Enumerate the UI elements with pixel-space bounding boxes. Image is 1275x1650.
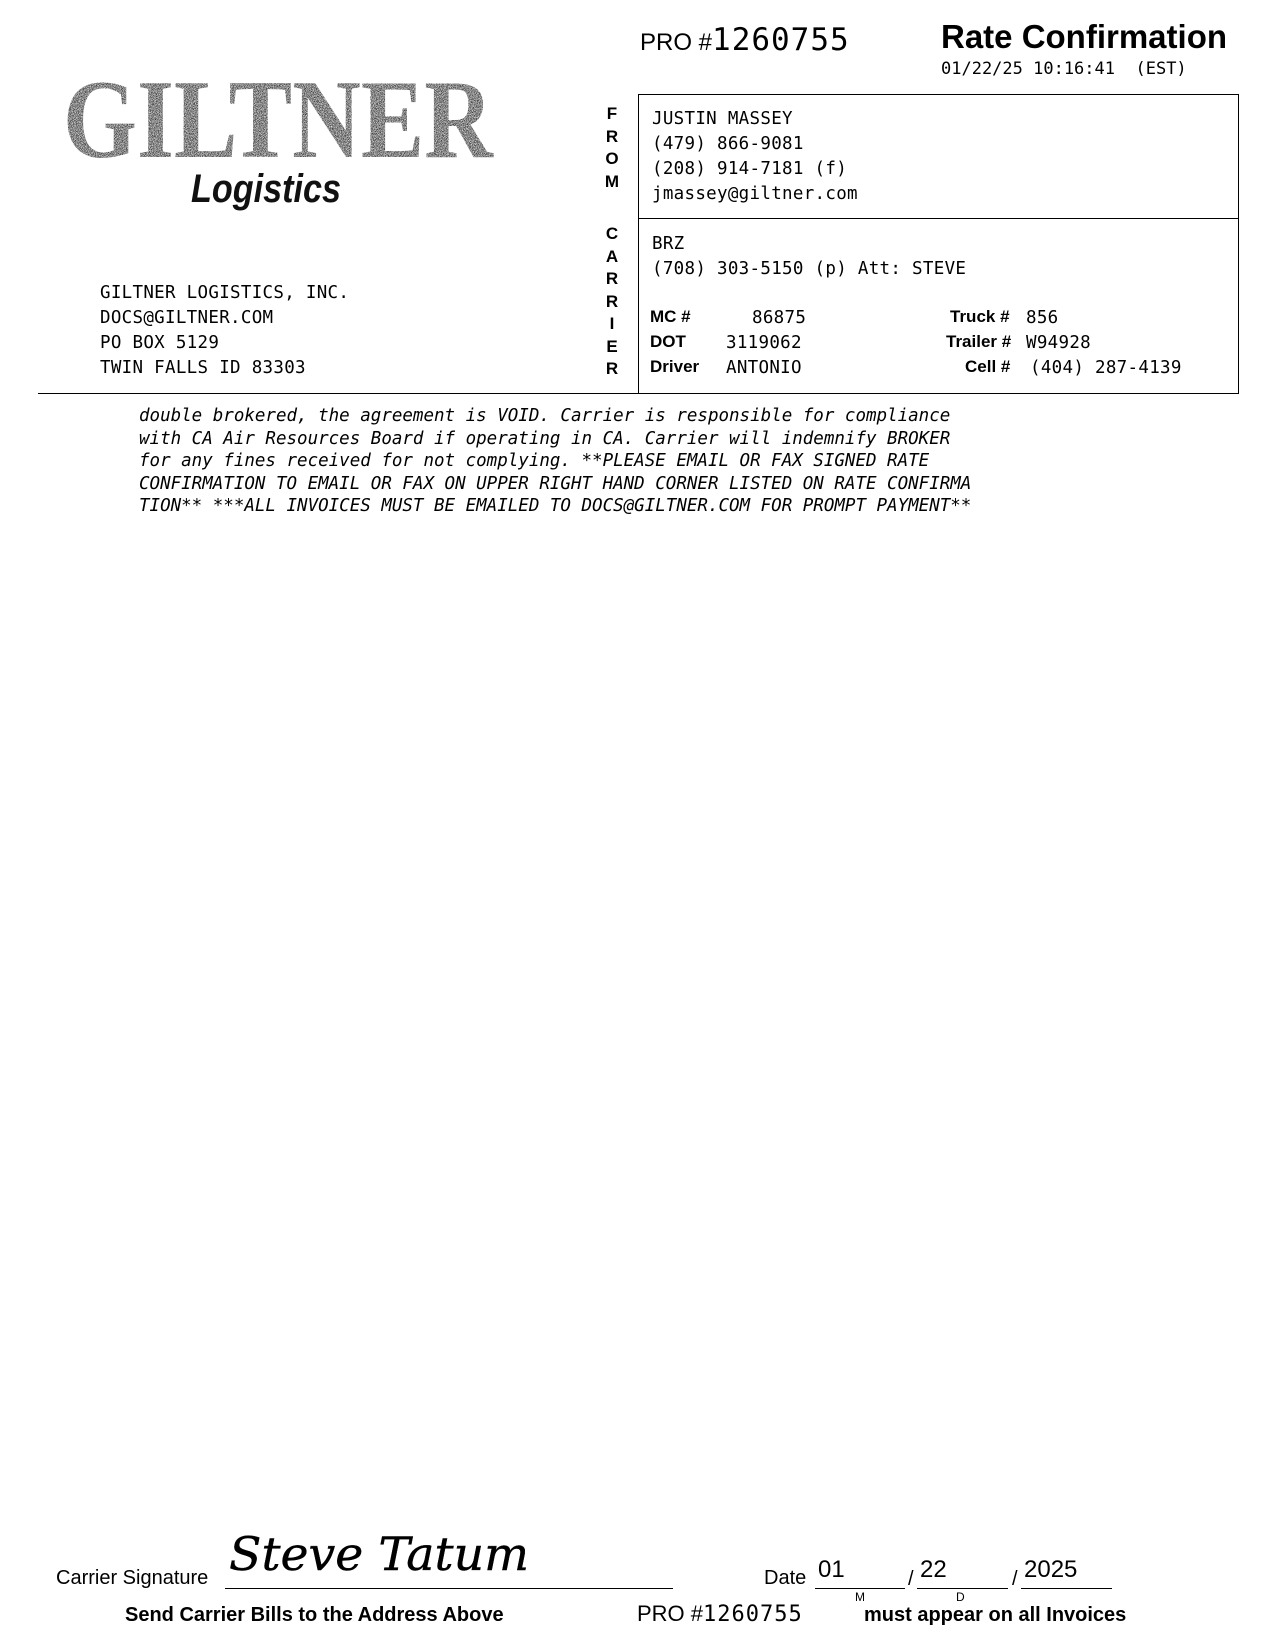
- must-appear-note: must appear on all Invoices: [864, 1604, 1127, 1626]
- carrier-letter: R: [605, 291, 619, 311]
- dot-value: 3119062: [726, 333, 802, 353]
- terms-line: with CA Air Resources Board if operating in CA. Carrier will indemnify BROKER: [139, 428, 951, 449]
- broker-email: DOCS@GILTNER.COM: [100, 308, 274, 328]
- year-line: [1021, 1588, 1112, 1589]
- giltner-logo: [48, 62, 508, 222]
- date-month: 01: [818, 1556, 845, 1583]
- mc-label: MC #: [650, 307, 691, 326]
- date-day: 22: [920, 1556, 947, 1583]
- pro-label: PRO #: [640, 29, 713, 56]
- broker-po-box: PO BOX 5129: [100, 333, 220, 353]
- send-bills-note: Send Carrier Bills to the Address Above: [125, 1604, 504, 1626]
- terms-line: TION** ***ALL INVOICES MUST BE EMAILED TO DOCS@GILTNER.COM FOR PROMPT PAYMENT**: [139, 496, 972, 517]
- logo-subtitle: Logistics: [191, 167, 341, 211]
- from-name: JUSTIN MASSEY: [652, 109, 793, 129]
- from-letter: F: [606, 104, 618, 123]
- from-email: jmassey@giltner.com: [652, 184, 858, 204]
- carrier-letter: A: [605, 246, 619, 266]
- dot-label: DOT: [650, 332, 686, 351]
- timezone: (EST): [1135, 59, 1187, 79]
- pro-number: 1260755: [712, 22, 850, 58]
- broker-city: TWIN FALLS ID 83303: [100, 358, 306, 378]
- from-fax: (208) 914-7181 (f): [652, 159, 848, 179]
- logo-wordmark: GILTNER: [63, 62, 494, 182]
- document-title: Rate Confirmation: [941, 18, 1228, 55]
- footer-pro-number: 1260755: [703, 1602, 803, 1627]
- header-divider: [38, 393, 1239, 394]
- driver-value: ANTONIO: [726, 358, 802, 378]
- day-line: [917, 1588, 1008, 1589]
- date-label: Date: [764, 1567, 807, 1589]
- date-separator: /: [1012, 1568, 1018, 1590]
- pro-header: [640, 22, 850, 58]
- carrier-signature: [225, 1522, 545, 1584]
- carrier-letter: I: [609, 314, 615, 333]
- date-separator: /: [908, 1568, 914, 1590]
- terms-line: double brokered, the agreement is VOID. Carrier is responsible for compliance: [139, 406, 951, 426]
- terms-line: CONFIRMATION TO EMAIL OR FAX ON UPPER RIGHT HAND CORNER LISTED ON RATE CONFIRMA: [139, 473, 972, 494]
- footer-pro: [637, 1601, 803, 1627]
- cell-label: Cell #: [965, 357, 1011, 376]
- carrier-letter: R: [605, 269, 619, 288]
- footer-pro-label: PRO #: [637, 1601, 704, 1626]
- carrier-letter: C: [605, 224, 619, 243]
- carrier-contact: (708) 303-5150 (p) Att: STEVE: [652, 259, 967, 279]
- terms-line: for any fines received for not complying. **PLEASE EMAIL OR FAX SIGNED RATE: [139, 451, 930, 472]
- day-sublabel: D: [956, 1590, 965, 1604]
- broker-name: GILTNER LOGISTICS, INC.: [100, 283, 350, 303]
- cell-value: (404) 287-4139: [1030, 358, 1182, 378]
- carrier-name: BRZ: [652, 234, 685, 254]
- terms-text: [139, 405, 1189, 518]
- month-line: [815, 1588, 905, 1589]
- carrier-letter: E: [606, 336, 618, 356]
- signature-script: Steve Tatum: [229, 1527, 529, 1581]
- trailer-label: Trailer #: [946, 332, 1012, 351]
- from-phone: (479) 866-9081: [652, 134, 804, 154]
- carrier-vertical-label: [602, 223, 622, 381]
- timestamp: 01/22/25 10:16:41: [941, 59, 1115, 79]
- from-letter: O: [605, 149, 619, 168]
- from-letter: R: [605, 126, 619, 146]
- carrier-letter: R: [605, 359, 619, 378]
- truck-label: Truck #: [950, 307, 1010, 326]
- mc-value: 86875: [752, 308, 807, 328]
- from-vertical-label: [602, 103, 622, 193]
- truck-value: 856: [1026, 308, 1059, 328]
- document-timestamp: [941, 59, 1187, 79]
- signature-line: [225, 1588, 673, 1589]
- month-sublabel: M: [855, 1590, 865, 1604]
- driver-label: Driver: [650, 357, 700, 376]
- trailer-value: W94928: [1026, 333, 1092, 353]
- signature-label: Carrier Signature: [56, 1567, 209, 1589]
- from-letter: M: [604, 171, 620, 191]
- date-year: 2025: [1024, 1556, 1078, 1583]
